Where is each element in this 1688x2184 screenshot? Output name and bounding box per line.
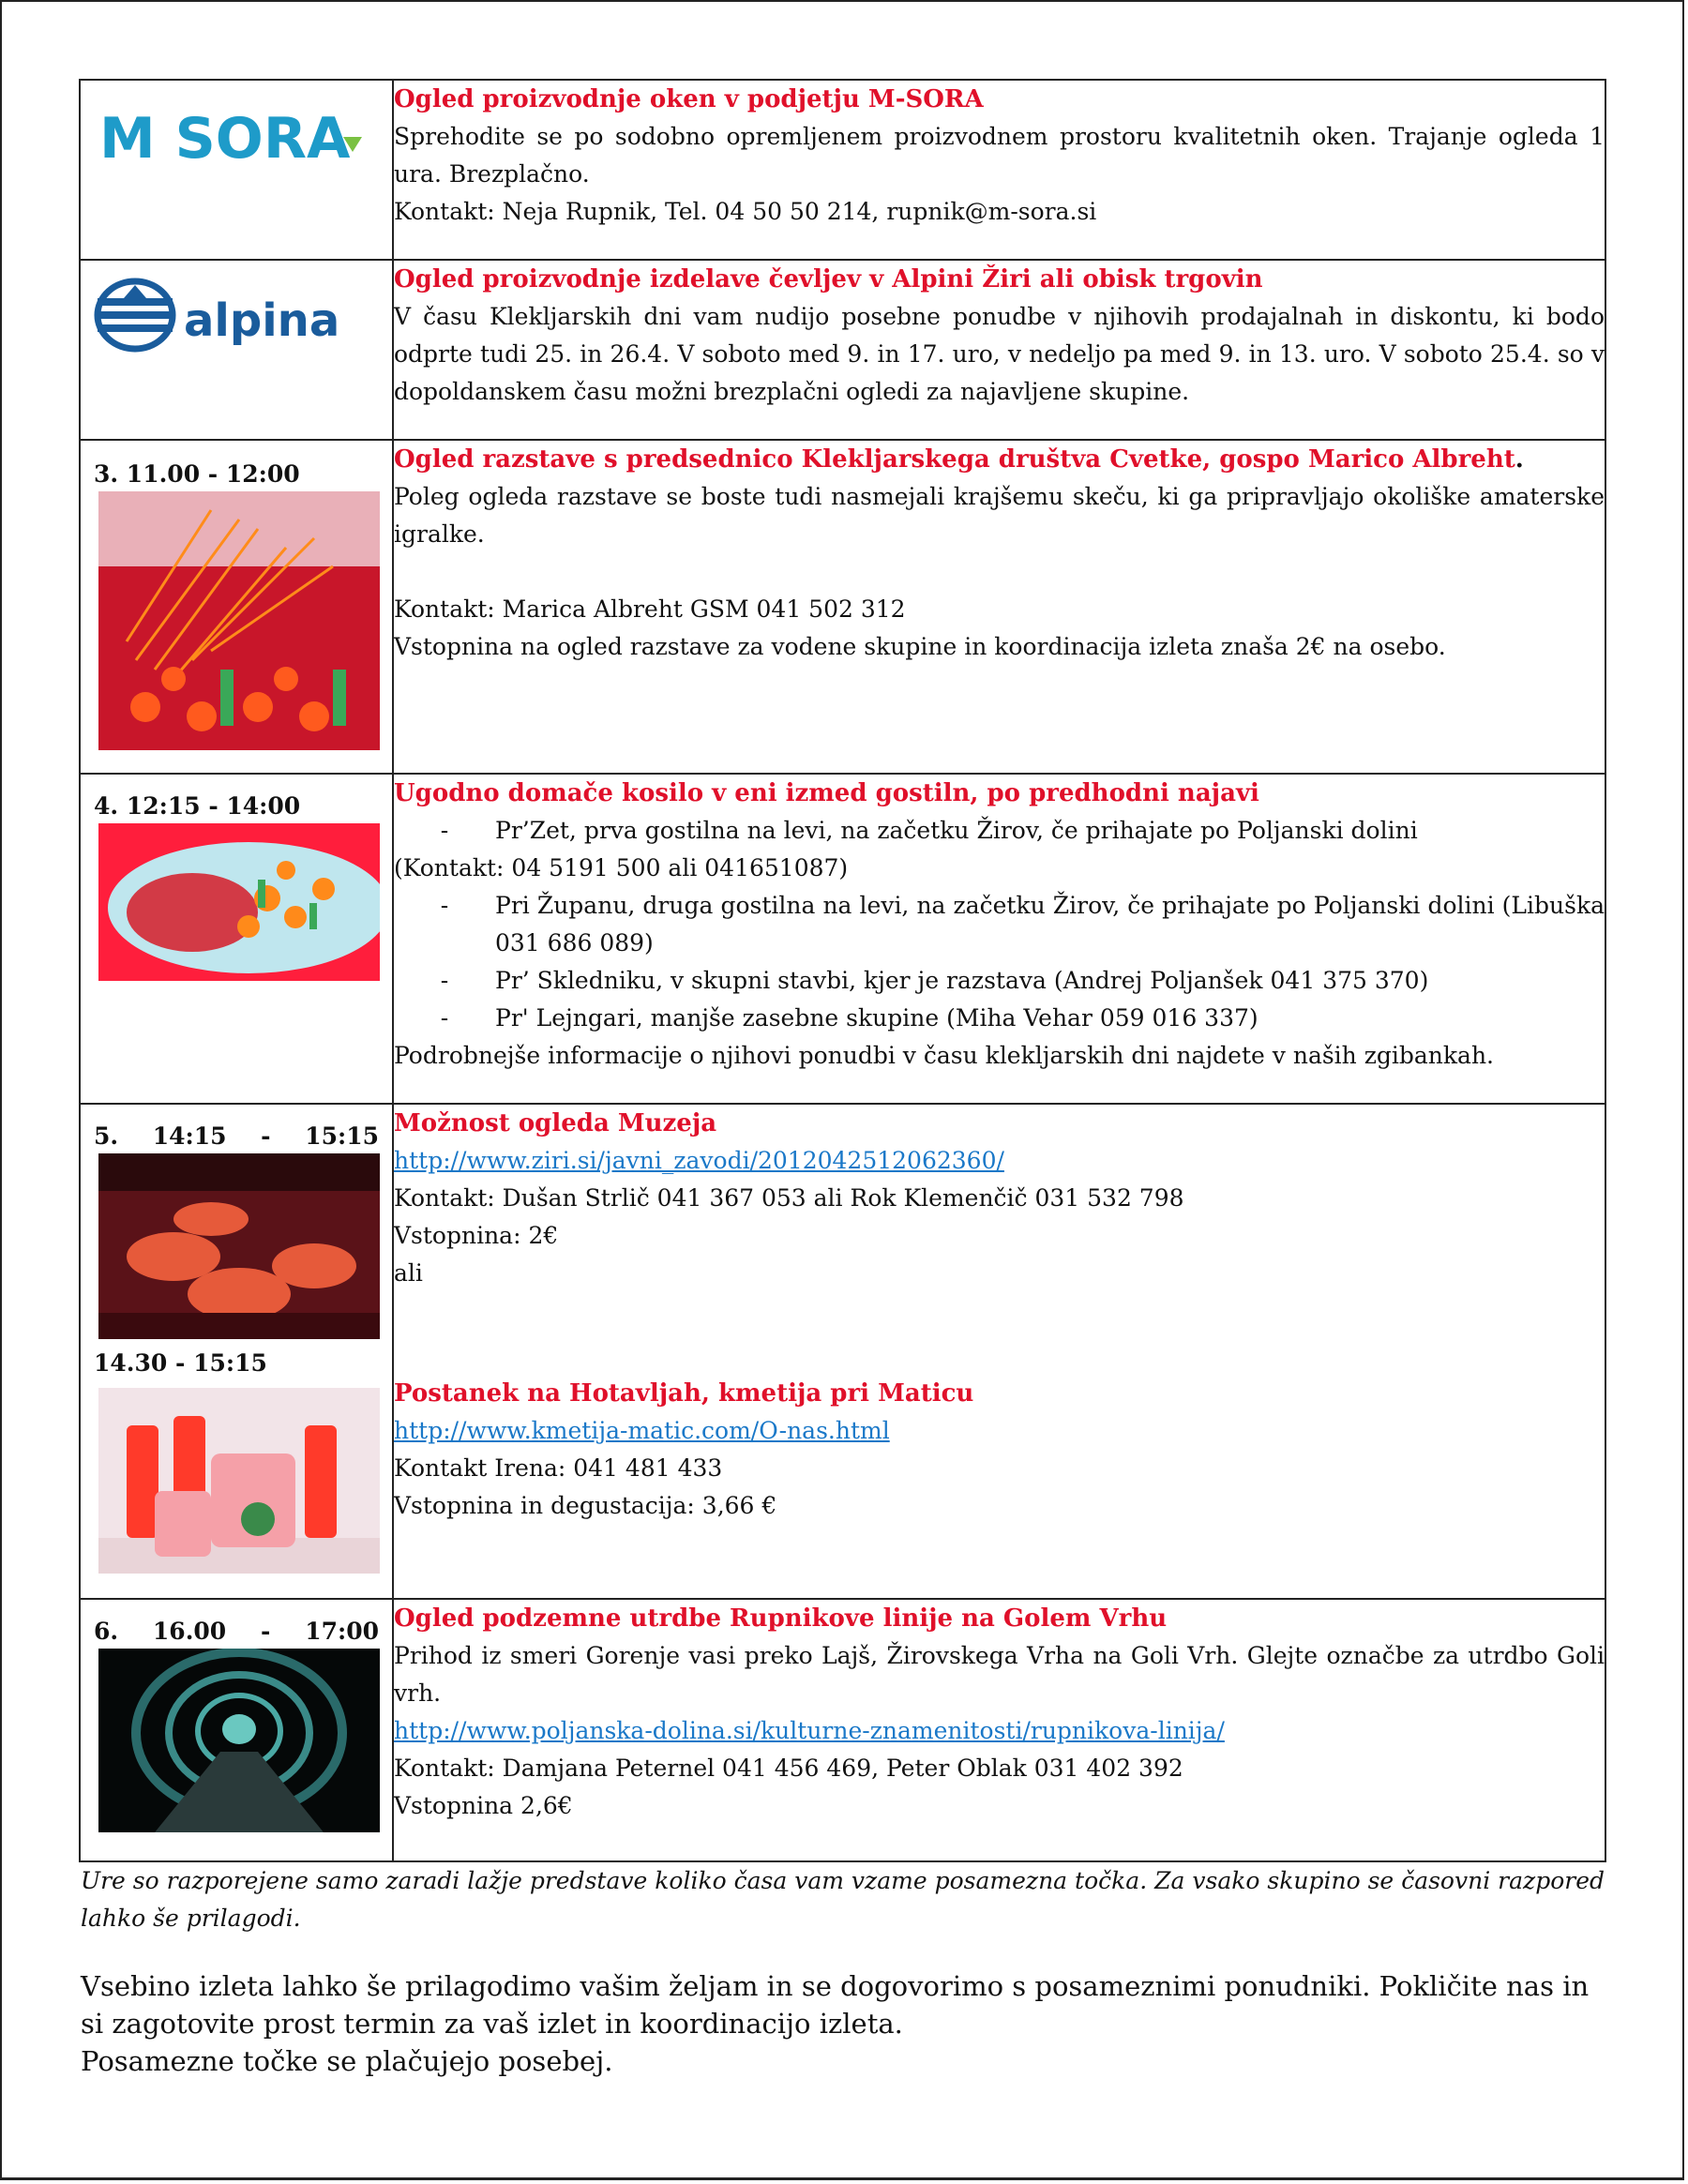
lace-bobbins-photo bbox=[98, 491, 380, 750]
fortress-description: Prihod iz smeri Gorenje vasi preko Lajš, Žirovskega Vrha na Goli Vrh. Glejte označbe za utrdbo Goli vrh. bbox=[394, 1642, 1605, 1707]
msora-description: Sprehodite se po sodobno opremljenem proizvodnem prostoru kvalitetnih oken. Trajanje ogleda 1 ura. Brezplačno. bbox=[394, 123, 1605, 188]
exhibition-description: Poleg ogleda razstave se boste tudi nasmejali krajšemu skeču, ki ga pripravljajo okoliške amaterske igralke. bbox=[394, 483, 1605, 548]
closing-paragraph: Vsebino izleta lahko še prilagodimo vašim željam in se dogovorimo s posameznimi ponudniki. Pokličite nas in si zagotovite prost termin za vaš izlet in koordinacijo izleta. bbox=[81, 1970, 1590, 2040]
farm-fee: Vstopnina in degustacija: 3,66 € bbox=[394, 1492, 777, 1519]
museum-or: ali bbox=[394, 1259, 423, 1287]
museum-contact: Kontakt: Dušan Strlič 041 367 053 ali Rok Klemenčič 031 532 798 bbox=[394, 1184, 1184, 1212]
lunch-content bbox=[393, 774, 1605, 1104]
program-table bbox=[79, 79, 1606, 1862]
museum-content bbox=[393, 1104, 1605, 1599]
msora-content bbox=[393, 80, 1605, 260]
table-row-museum bbox=[80, 1104, 1605, 1599]
lunch-left-cell bbox=[80, 774, 393, 1104]
tunnel-photo bbox=[98, 1649, 380, 1832]
fortress-link[interactable]: http://www.poljanska-dolina.si/kulturne-znamenitosti/rupnikova-linija/ bbox=[394, 1717, 1225, 1744]
fortress-time: 6. 16.00 - 17:00 bbox=[94, 1618, 379, 1645]
table-row-exhibition bbox=[80, 440, 1605, 774]
museum-fee: Vstopnina: 2€ bbox=[394, 1222, 559, 1249]
museum-link[interactable]: http://www.ziri.si/javni_zavodi/2012042512062360/ bbox=[394, 1147, 1004, 1174]
msora-logo-cell bbox=[80, 80, 393, 260]
alpina-content bbox=[393, 260, 1605, 440]
list-item: - Pri Županu, druga gostilna na levi, na začetku Žirov, če prihajate po Poljanski dolini (Libuška 031 686 089) bbox=[440, 892, 1605, 956]
lunch-dish-photo bbox=[98, 823, 380, 981]
alpina-logo-text: alpina bbox=[184, 294, 340, 347]
museum-left-cell bbox=[80, 1104, 393, 1599]
fortress-fee: Vstopnina 2,6€ bbox=[394, 1792, 573, 1819]
table-row-msora bbox=[80, 80, 1605, 260]
list-item: - Pr’ Skledniku, v skupni stavbi, kjer je razstava (Andrej Poljanšek 041 375 370) bbox=[440, 967, 1429, 994]
lunch-item1-contact: (Kontakt: 04 5191 500 ali 041651087) bbox=[394, 854, 849, 881]
closing-text bbox=[81, 1967, 1605, 2080]
farm-contact: Kontakt Irena: 041 481 433 bbox=[394, 1454, 723, 1482]
museum-shoe-lasts-photo bbox=[98, 1153, 380, 1339]
museum-time: 5. 14:15 - 15:15 bbox=[94, 1122, 379, 1150]
farm-juice-photo bbox=[98, 1388, 380, 1574]
closing-paragraph: Posamezne točke se plačujejo posebej. bbox=[81, 2045, 613, 2077]
exhibition-time: 3. 11.00 - 12:00 bbox=[94, 460, 300, 488]
msora-logo bbox=[81, 81, 392, 193]
fortress-title: Ogled podzemne utrdbe Rupnikove linije na Golem Vrhu bbox=[394, 1604, 1168, 1633]
table-row-fortress bbox=[80, 1599, 1605, 1861]
table-row-alpina bbox=[80, 260, 1605, 440]
list-item: - Pr' Lejngari, manjše zasebne skupine (Miha Vehar 059 016 337) bbox=[440, 1004, 1258, 1032]
alpina-title: Ogled proizvodnje izdelave čevljev v Alpini Žiri ali obisk trgovin bbox=[394, 265, 1263, 294]
fortress-left-cell bbox=[80, 1599, 393, 1861]
alpina-logo bbox=[81, 261, 392, 373]
table-row-lunch bbox=[80, 774, 1605, 1104]
exhibition-content bbox=[393, 440, 1605, 774]
exhibition-left-cell bbox=[80, 440, 393, 774]
fortress-contact: Kontakt: Damjana Peternel 041 456 469, Peter Oblak 031 402 392 bbox=[394, 1755, 1183, 1782]
museum-title: Možnost ogleda Muzeja bbox=[394, 1109, 717, 1137]
lunch-time: 4. 12:15 - 14:00 bbox=[94, 792, 301, 820]
lunch-footer: Podrobnejše informacije o njihovi ponudbi v času klekljarskih dni najdete v naših zgibankah. bbox=[394, 1042, 1494, 1069]
farm-link[interactable]: http://www.kmetija-matic.com/O-nas.html bbox=[394, 1417, 890, 1444]
lunch-title: Ugodno domače kosilo v eni izmed gostiln, po predhodni najavi bbox=[394, 779, 1259, 807]
exhibition-title: Ogled razstave s predsednico Klekljarskega društva Cvetke, gospo Marico Albreht. bbox=[394, 445, 1524, 474]
farm-title: Postanek na Hotavljah, kmetija pri Maticu bbox=[394, 1379, 974, 1408]
alpina-emblem-icon bbox=[98, 281, 173, 349]
list-item: - Pr’Zet, prva gostilna na levi, na začetku Žirov, če prihajate po Poljanski dolini bbox=[440, 817, 1418, 844]
msora-contact: Kontakt: Neja Rupnik, Tel. 04 50 50 214, rupnik@m-sora.si bbox=[394, 198, 1097, 225]
farm-time: 14.30 - 15:15 bbox=[94, 1349, 267, 1377]
msora-logo-text: M SORA bbox=[99, 106, 351, 172]
schedule-note: Ure so razporejene samo zaradi lažje predstave koliko časa vam vzame posamezna točka. Za vsako skupino se časovni razpored lahko še prilagodi. bbox=[81, 1867, 1605, 1932]
msora-title: Ogled proizvodnje oken v podjetju M-SORA bbox=[394, 85, 984, 113]
exhibition-contact: Kontakt: Marica Albreht GSM 041 502 312 bbox=[394, 595, 906, 623]
alpina-description: V času Klekljarskih dni vam nudijo posebne ponudbe v njihovih prodajalnah in diskontu, ki bodo odprte tudi 25. in 26.4. V soboto med 9. in 17. uro, v nedeljo pa med 9. in 13. uro. V soboto 25.4. so v dopoldanskem času možni brezplačni ogledi za najavljene skupine. bbox=[394, 303, 1605, 405]
exhibition-fee: Vstopnina na ogled razstave za vodene skupine in koordinacija izleta znaša 2€ na osebo. bbox=[394, 633, 1446, 660]
alpina-logo-cell bbox=[80, 260, 393, 440]
fortress-content bbox=[393, 1599, 1605, 1861]
